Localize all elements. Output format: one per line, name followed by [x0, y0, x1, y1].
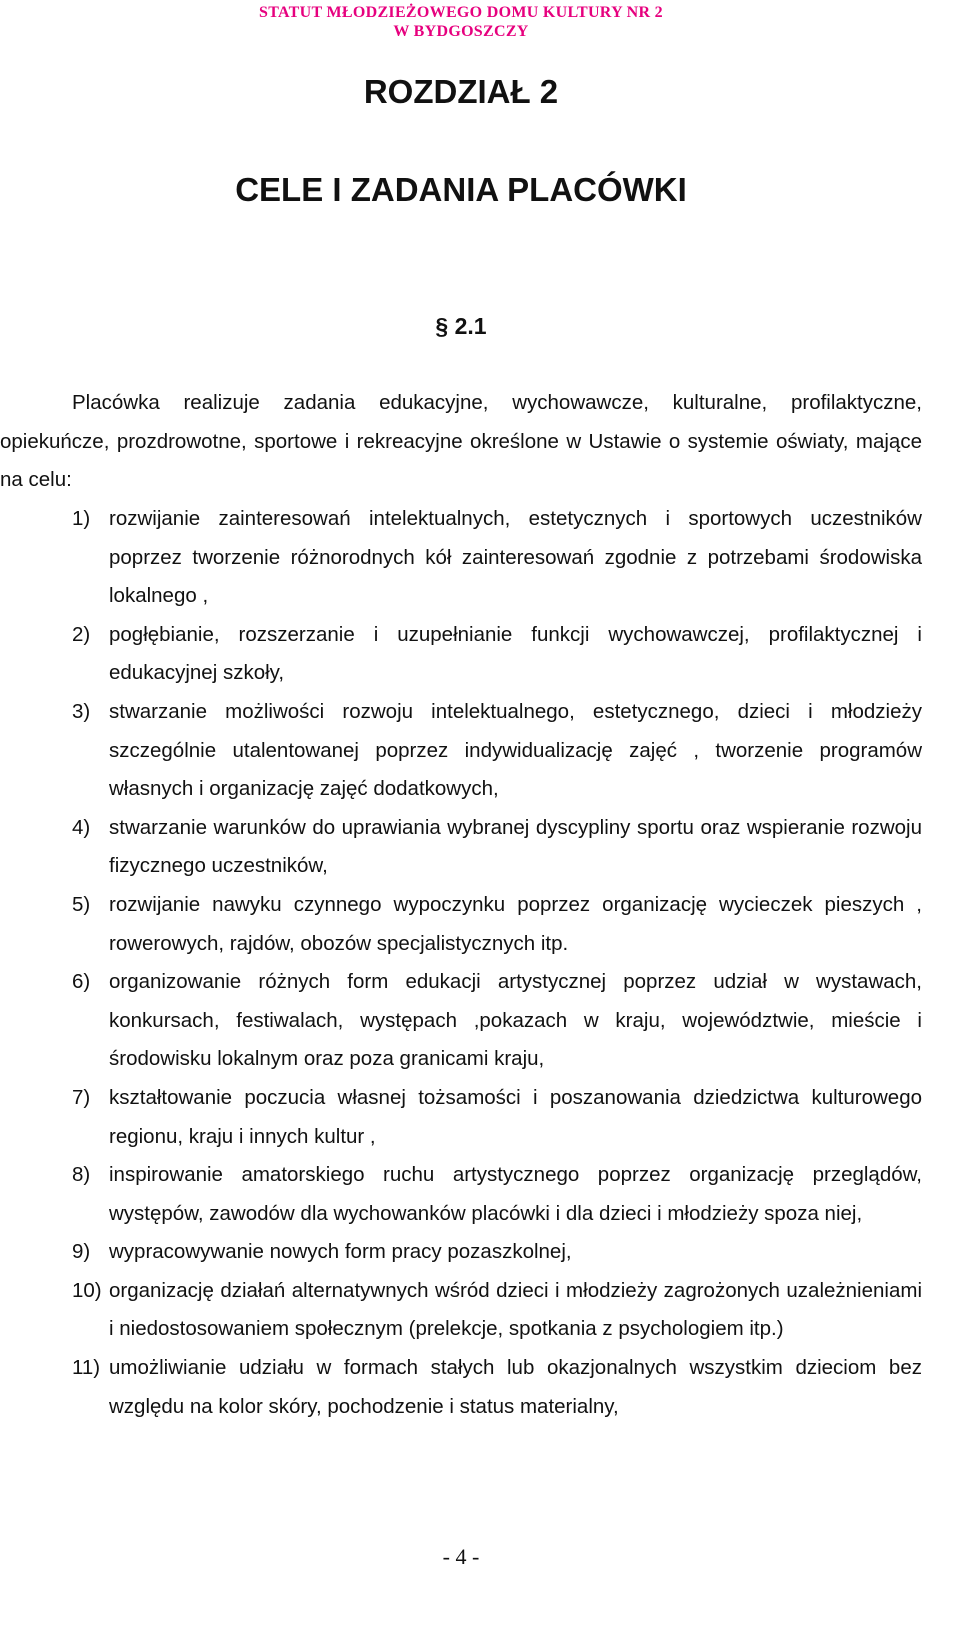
chapter-number: ROZDZIAŁ 2 — [363, 73, 559, 110]
list-item-text: rozwijanie zainteresowań intelektualnych, estetycznych i sportowych uczestników poprzez tworzenie różnorodnych kół zainteresowań zgodnie z potrzebami środowiska lokalnego , — [109, 507, 922, 608]
list-item-text: organizowanie różnych form edukacji artystycznej poprzez udział w wystawach, konkursach, festiwalach, występach ,pokazach w kraju, województwie, mieście i środowisku lokalnym oraz poza granicami kraju, — [109, 970, 922, 1071]
list-item-number: 11) — [72, 1356, 101, 1380]
list-item — [0, 1079, 922, 1156]
list-item — [0, 1156, 922, 1233]
list-item — [0, 1272, 922, 1349]
list-item-text: pogłębianie, rozszerzanie i uzupełnianie funkcji wychowawczej, profilaktycznej i edukacyjnej szkoły, — [109, 622, 922, 685]
header-line-2: W BYDGOSZCZY — [393, 23, 529, 40]
list-item-text: stwarzanie możliwości rozwoju intelektualnego, estetycznego, dzieci i młodzieży szczególnie utalentowanej poprzez indywidualizację zajęć , tworzenie programów własnych i organizację zajęć dodatkowych, — [109, 699, 922, 801]
list-item-text: organizację działań alternatywnych wśród dzieci i młodzieży zagrożonych uzależnieniami i niedostosowaniem społecznym (prelekcje, spotkania z psychologiem itp.) — [109, 1278, 922, 1341]
list-item-text: kształtowanie poczucia własnej tożsamości i poszanowania dziedzictwa kulturowego regionu, kraju i innych kultur , — [109, 1085, 922, 1148]
chapter-title: CELE I ZADANIA PLACÓWKI — [235, 171, 687, 208]
section-mark: § 2.1 — [435, 313, 487, 339]
list-item-number: 8) — [72, 1163, 91, 1187]
list-item-number: 6) — [72, 970, 91, 994]
list-item-number: 4) — [72, 815, 91, 839]
list-item — [0, 693, 922, 809]
list-item-text: stwarzanie warunków do uprawiania wybranej dyscypliny sportu oraz wspieranie rozwoju fizycznego uczestników, — [109, 815, 922, 878]
task-list — [0, 500, 922, 1426]
header-line-1: STATUT MŁODZIEŻOWEGO DOMU KULTURY NR 2 — [259, 4, 663, 21]
list-item-number: 7) — [72, 1085, 91, 1109]
list-item-number: 5) — [72, 892, 91, 916]
list-item-number: 2) — [72, 622, 91, 646]
list-item-number: 3) — [72, 699, 91, 723]
list-item — [0, 886, 922, 963]
list-item — [0, 500, 922, 616]
list-item — [0, 1233, 922, 1272]
list-item-number: 10) — [72, 1278, 102, 1302]
list-item-text: umożliwianie udziału w formach stałych lub okazjonalnych wszystkim dzieciom bez względu na kolor skóry, pochodzenie i status materialny, — [109, 1356, 922, 1418]
list-item-number: 9) — [72, 1240, 91, 1264]
list-item — [0, 963, 922, 1079]
running-header — [0, 3, 922, 41]
list-item — [0, 809, 922, 886]
section-intro: Placówka realizuje zadania edukacyjne, wychowawcze, kulturalne, profilaktyczne, opiekuńcze, prozdrowotne, sportowe i rekreacyjne określone w Ustawie o systemie oświaty, mające na celu: — [0, 391, 922, 492]
list-item-text: rozwijanie nawyku czynnego wypoczynku poprzez organizację wycieczek pieszych , rowerowych, rajdów, obozów specjalistycznych itp. — [109, 892, 922, 955]
list-item-text: inspirowanie amatorskiego ruchu artystycznego poprzez organizację przeglądów, występów, zawodów dla wychowanków placówki i dla dzieci i młodzieży spoza niej, — [109, 1163, 922, 1225]
list-item — [0, 616, 922, 693]
page-number: - 4 - — [442, 1544, 480, 1569]
list-item — [0, 1349, 922, 1426]
list-item-text: wypracowywanie nowych form pracy pozaszkolnej, — [109, 1240, 572, 1264]
list-item-number: 1) — [72, 507, 91, 530]
